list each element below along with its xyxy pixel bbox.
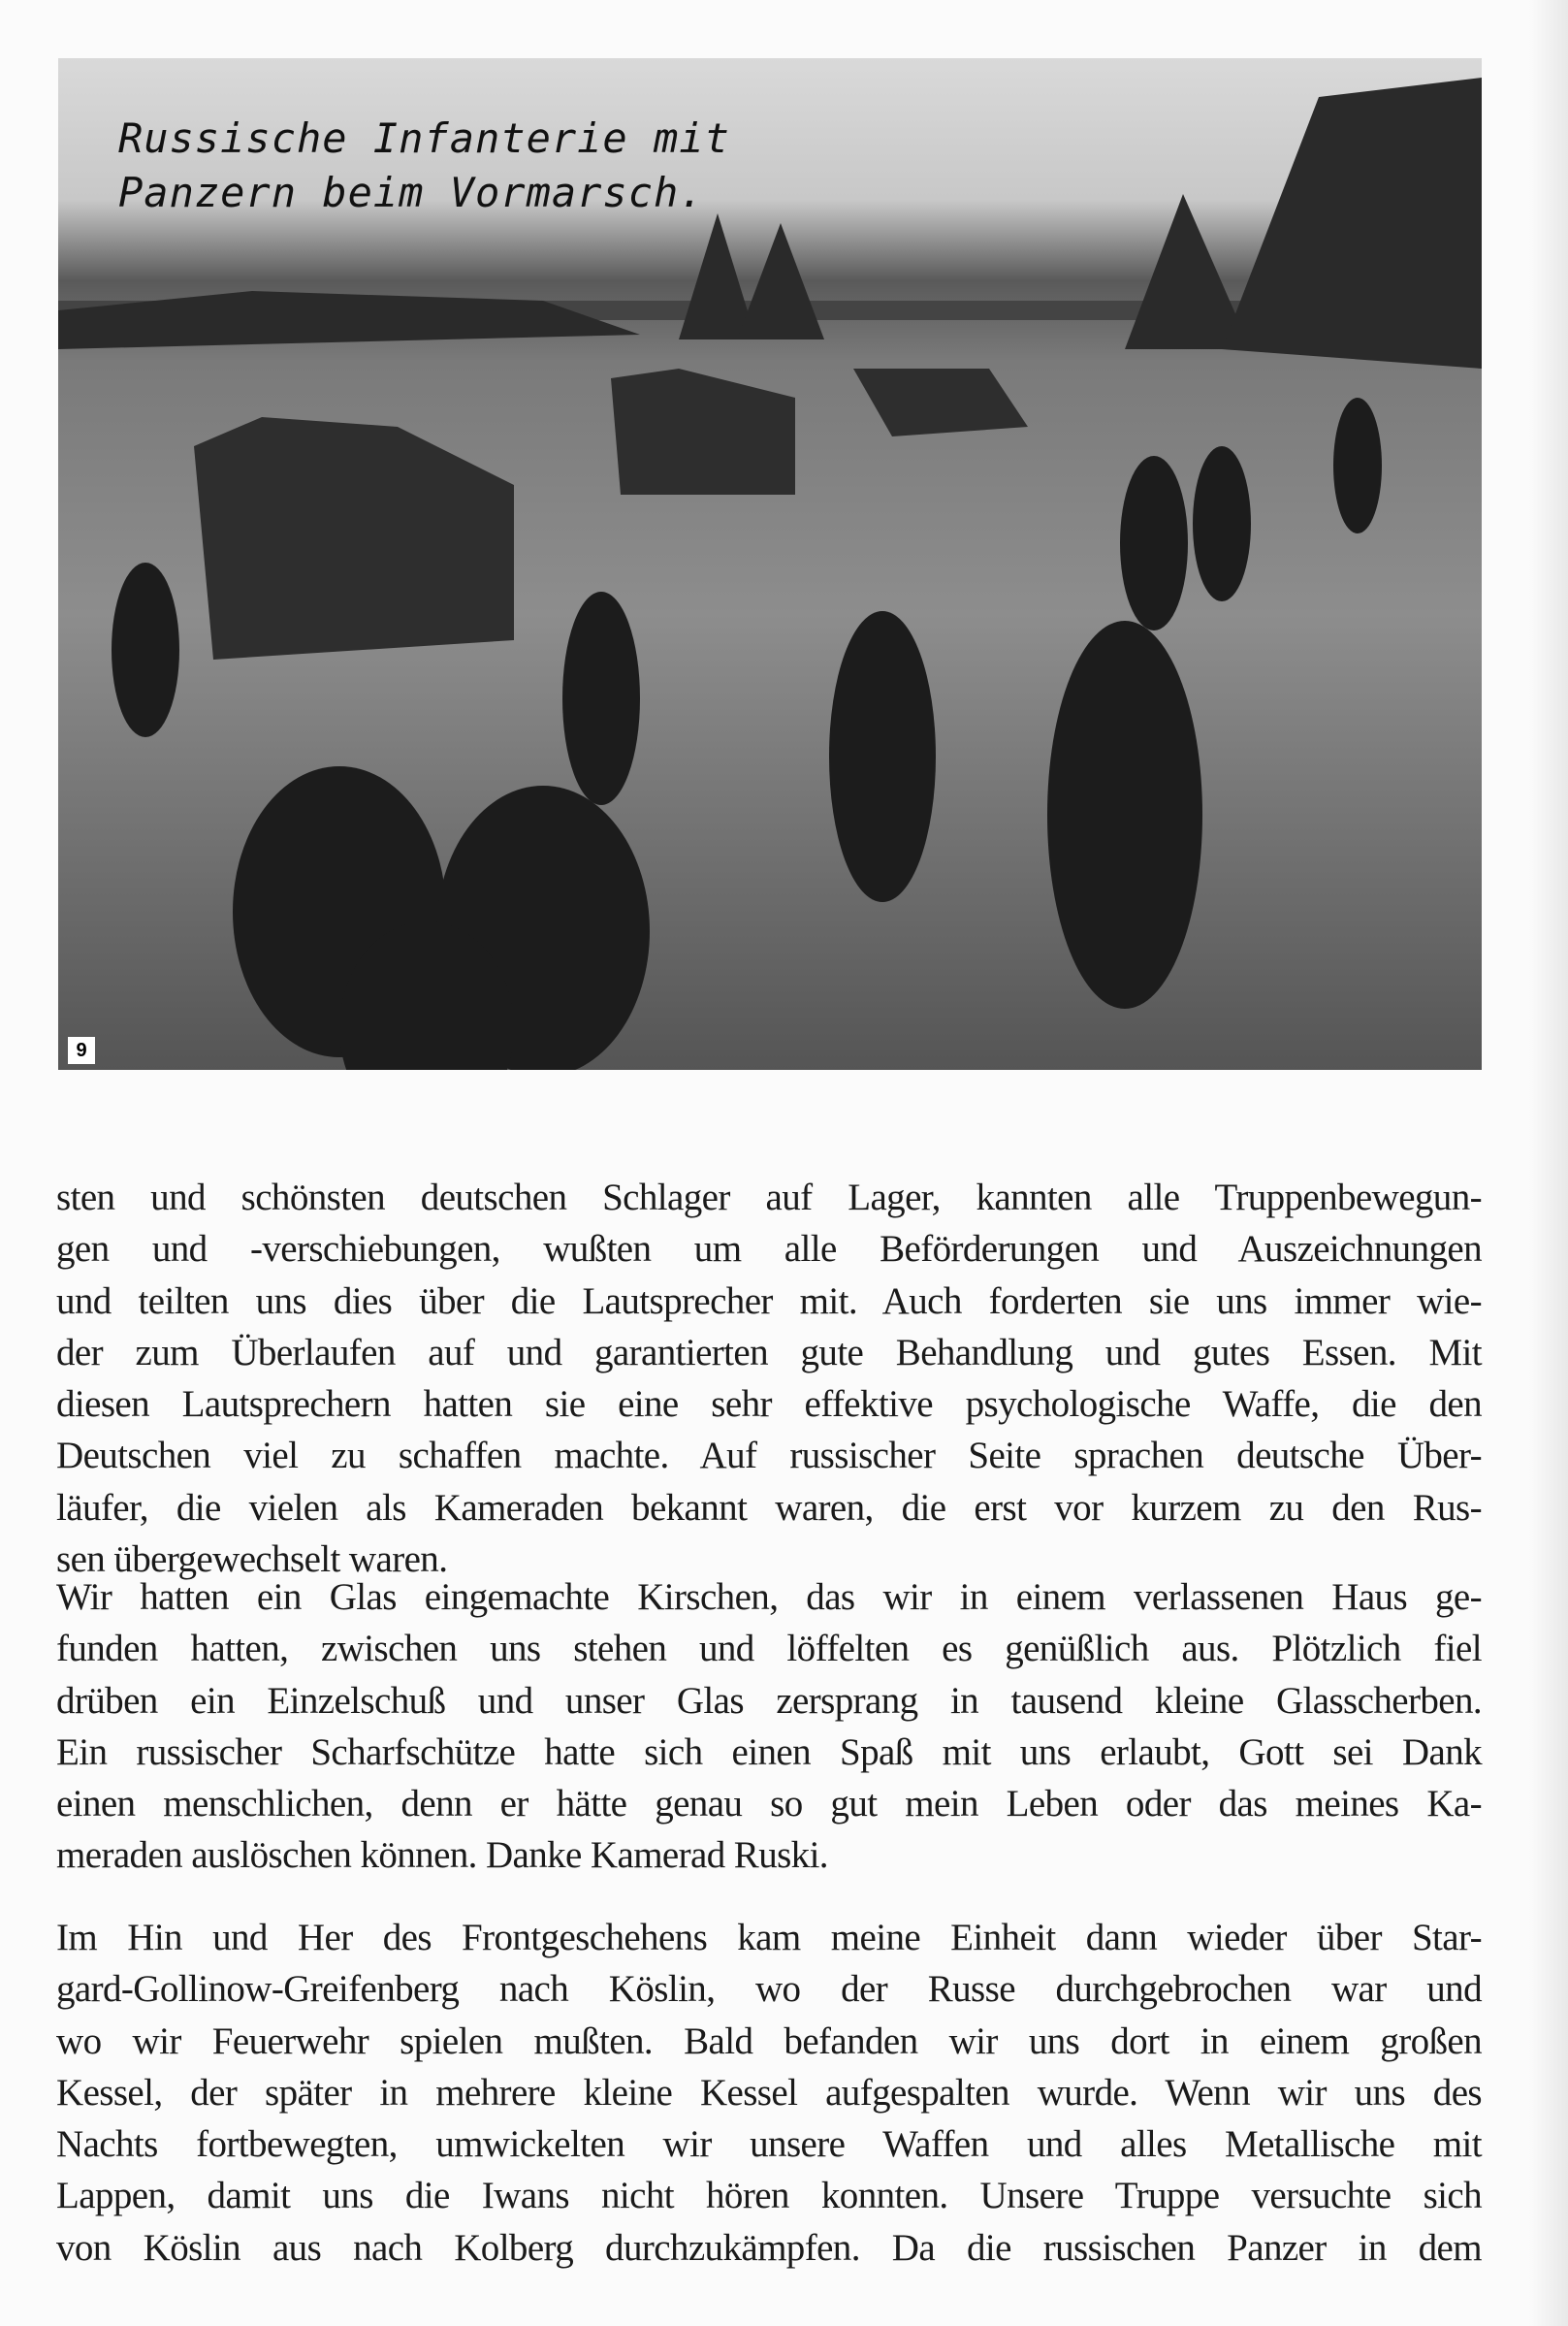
figure-number-badge: 9	[68, 1037, 95, 1064]
photo-caption	[118, 112, 730, 220]
text-line: Ein russischer Scharfschütze hatte sich einen Spaß mit uns erlaubt, Gott sei Dank	[56, 1730, 1482, 1773]
text-line: Im Hin und Her des Frontgeschehens kam meine Einheit dann wieder über Star-	[56, 1917, 1482, 1958]
caption-line: Russische Infanterie mit	[118, 114, 730, 162]
text-line: der zum Überlaufen auf und garantierten gute Behandlung und gutes Essen. Mit	[56, 1331, 1482, 1373]
text-line: von Köslin aus nach Kolberg durchzukämpfen. Da die russischen Panzer in dem	[56, 2226, 1482, 2269]
text-line: einen menschlichen, denn er hätte genau so gut mein Leben oder das meines Ka-	[56, 1783, 1482, 1825]
text-line: sen übergewechselt waren.	[56, 1538, 448, 1581]
text-line: Nachts fortbewegten, umwickelten wir unsere Waffen und alles Metallische mit	[56, 2123, 1482, 2166]
text-line: Deutschen viel zu schaffen machte. Auf russischer Seite sprachen deutsche Über-	[56, 1435, 1482, 1477]
text-line: funden hatten, zwischen uns stehen und löffelten es genüßlich aus. Plötzlich fiel	[56, 1628, 1482, 1670]
text-line: und teilten uns dies über die Lautsprecher mit. Auch forderten sie uns immer wie-	[56, 1279, 1482, 1322]
text-line: sten und schönsten deutschen Schlager auf Lager, kannten alle Truppenbewegun-	[56, 1177, 1482, 1218]
photo-russian-infantry-with-tanks	[58, 58, 1482, 1070]
text-line: wo wir Feuerwehr spielen mußten. Bald befanden wir uns dort in einem großen	[56, 2019, 1482, 2062]
text-line: Kessel, der später in mehrere kleine Kessel aufgespalten wurde. Wenn wir uns des	[56, 2071, 1482, 2114]
text-line: Lappen, damit uns die Iwans nicht hören konnten. Unsere Truppe versuchte sich	[56, 2175, 1482, 2217]
text-line: drüben ein Einzelschuß und unser Glas zersprang in tausend kleine Glasscherben.	[56, 1679, 1482, 1722]
text-line: gard-Gollinow-Greifenberg nach Köslin, wo der Russe durchgebrochen war und	[56, 1968, 1482, 2011]
caption-line: Panzern beim Vormarsch.	[118, 169, 705, 216]
paragraph-1	[56, 1172, 1482, 1585]
text-line: meraden auslöschen können. Danke Kamerad Ruski.	[56, 1834, 828, 1877]
text-line: gen und -verschiebungen, wußten um alle Beförderungen und Auszeichnungen	[56, 1228, 1482, 1271]
text-line: läufer, die vielen als Kameraden bekannt waren, die erst vor kurzem zu den Rus-	[56, 1486, 1482, 1529]
paragraph-3	[56, 1912, 1482, 2274]
paragraph-2	[56, 1571, 1482, 1882]
text-line: Wir hatten ein Glas eingemachte Kirschen, das wir in einem verlassenen Haus ge-	[56, 1576, 1482, 1618]
page-edge-shadow	[1529, 0, 1568, 2326]
text-line: diesen Lautsprechern hatten sie eine sehr effektive psychologische Waffe, die den	[56, 1383, 1482, 1426]
